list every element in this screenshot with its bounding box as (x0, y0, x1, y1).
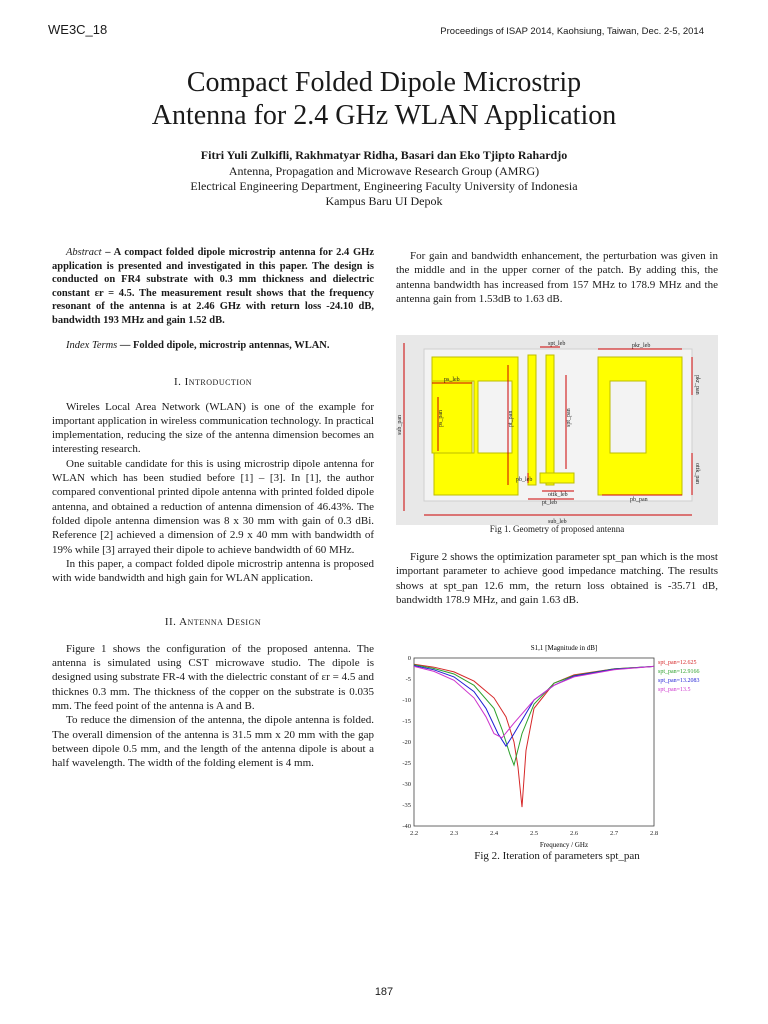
label-sub-pan: sub_pan (397, 415, 403, 435)
intro-paragraph-3: In this paper, a compact folded dipole microstrip antenna is proposed with wide bandwidth and high gain for WLAN application. (52, 557, 374, 585)
intro-paragraph-2: One suitable candidate for this is using microstrip dipole antenna for WLAN which has been studied before [1] – [3]. In [1], the author compared conventional printed dipole antenna with printed folded dipole antenna, and obtained a reduction of antenna dimension of 46.43%. The folded dipole antenna dimension was 8 x 30 mm with gain of 0.3 dBi. Reference [2] achieved a dimension of 2.9 x 40 mm with bandwidth of 19% while [3] arrayed their dipole to achieve bandwidth of 60 MHz. (52, 457, 374, 556)
chart-title: S1,1 [Magnitude in dB] (530, 644, 598, 652)
legend-entry: spt_pan=12.625 (658, 660, 697, 666)
label-ottk-pan: ottk_pan (694, 463, 700, 484)
left-column (52, 246, 374, 770)
y-tick-label: -35 (402, 802, 411, 809)
y-tick-label: -40 (402, 823, 411, 830)
center-strip-right (546, 355, 554, 485)
y-tick-label: -30 (402, 781, 411, 788)
abstract (52, 246, 374, 327)
label-pb-pan: pb_leb (516, 477, 533, 483)
label-ps-pan: ps_pan (438, 410, 444, 427)
chart-legend (658, 660, 700, 693)
label-pt-leb: pt_leb (542, 500, 557, 506)
y-tick-label: 0 (407, 655, 411, 662)
figure-1-caption: Fig 1. Geometry of proposed antenna (489, 524, 625, 534)
label-spt-leb: spt_leb (548, 341, 566, 347)
y-tick-label: -25 (402, 760, 411, 767)
feed-tab (540, 473, 574, 483)
paper-code: WE3C_18 (48, 22, 108, 37)
page-number: 187 (374, 986, 394, 998)
affiliation-3: Kampus Baru UI Depok (325, 194, 443, 208)
design-paragraph-1: Figure 1 shows the configuration of the proposed antenna. The antenna is simulated using CST microwave studio. The dipole is designed using substrate FR-4 with the dielectric constant of εr = 4.5 and thicknes 0.3 mm. The thickness of the copper on the substrate is 0.035 mm. The feed point of the antenna is A and B. (52, 642, 374, 712)
x-tick-label: 2.8 (649, 830, 659, 837)
label-pb-leb: pb_pan (630, 497, 648, 503)
abstract-label: Abstract (66, 247, 102, 258)
center-strip-left (528, 355, 536, 485)
label-pkr-leb: pkr_leb (632, 343, 651, 349)
label-pt-pan: pt_pan (508, 410, 514, 427)
index-terms-text: — Folded dipole, microstrip antennas, WLAN. (117, 340, 330, 351)
x-tick-label: 2.7 (609, 830, 619, 837)
right-column-top (396, 249, 718, 306)
figure-2-caption: Fig 2. Iteration of parameters spt_pan (474, 850, 640, 862)
right-paragraph-1: For gain and bandwidth enhancement, the perturbation was given in the middle and in the upper corner of the patch. By adding this, the antenna bandwidth has increased from 157 MHz to 178.9 MHz and the antenna gain from 1.53dB to 1.63 dB. (396, 250, 718, 305)
chart-axes (402, 655, 658, 837)
affiliation-2: Electrical Engineering Department, Engineering Faculty University of Indonesia (190, 179, 578, 193)
label-sub-leb: sub_leb (548, 519, 567, 525)
plot-area (414, 658, 654, 826)
x-tick-label: 2.3 (449, 830, 459, 837)
x-tick-label: 2.5 (529, 830, 539, 837)
proceedings-header: Proceedings of ISAP 2014, Kaohsiung, Taiwan, Dec. 2-5, 2014 (440, 26, 704, 37)
intro-heading: I. Introduction (173, 376, 253, 389)
legend-entry: spt_pan=13.2083 (658, 678, 700, 684)
label-spt-pan: spt_pan (566, 408, 572, 427)
paper-title-line-2: Antenna for 2.4 GHz WLAN Application (151, 100, 617, 131)
right-paragraph-2: Figure 2 shows the optimization parameter spt_pan which is the most important parameter to achieve good impedance matching. The results shows at spt_pan 12.6 mm, the return loss obtained is -35.71 dB, bandwidth 178.9 MHz, and gain 1.63 dB. (396, 551, 718, 606)
right-slot (610, 381, 646, 453)
authors: Fitri Yuli Zulkifli, Rakhmatyar Ridha, Basari dan Eko Tjipto Rahardjo (200, 148, 568, 162)
index-terms-label: Index Terms (66, 340, 118, 351)
abstract-text: – A compact folded dipole microstrip antenna for 2.4 GHz application is presented and investigated in this paper. The design is conducted on FR4 substrate with 0.3 mm thickness and dielectric constant εr = 4.5. The measurement result shows that the frequency resonant of the antenna is at 2.46 GHz with return loss -24.10 dB, bandwidth 193 MHz and gain 1.52 dB. (52, 247, 374, 326)
design-paragraph-2: To reduce the dimension of the antenna, the dipole antenna is folded. The overall dimension of the antenna is 31.5 mm x 20 mm with the gap between dipole 0.5 mm, and the length of the antenna dipole is about a half wavelength. The width of the folding element is 4 mm. (52, 714, 374, 770)
paper-title-line-1: Compact Folded Dipole Microstrip (186, 67, 582, 98)
x-tick-label: 2.4 (489, 830, 499, 837)
y-tick-label: -15 (402, 718, 411, 725)
x-tick-label: 2.2 (409, 830, 419, 837)
label-ottk-leb: ottk_leb (548, 492, 568, 498)
y-tick-label: -10 (402, 697, 411, 704)
label-ps-leb: ps_leb (444, 377, 460, 383)
figure-1-antenna-geometry (396, 335, 718, 525)
label-pkr-pan: pkr_pan (694, 375, 700, 395)
design-heading: II. Antenna Design (164, 616, 262, 629)
legend-entry: spt_pan=12.9166 (658, 669, 700, 675)
right-column-middle (396, 550, 718, 607)
legend-entry: spt_pan=13.5 (658, 687, 691, 693)
figure-2-s11-chart (396, 640, 716, 852)
y-tick-label: -5 (405, 676, 411, 683)
index-terms (52, 339, 374, 353)
left-slot (478, 381, 512, 453)
y-tick-label: -20 (402, 739, 411, 746)
affiliation-1: Antenna, Propagation and Microwave Research Group (AMRG) (228, 164, 540, 178)
chart-x-axis-label: Frequency / GHz (539, 841, 589, 849)
x-tick-label: 2.6 (569, 830, 579, 837)
intro-paragraph-1: Wireles Local Area Network (WLAN) is one of the example for important application in wireless communication technology. In practical implementation, reducing the size of the antenna dimension becomes an interesting research. (52, 400, 374, 456)
